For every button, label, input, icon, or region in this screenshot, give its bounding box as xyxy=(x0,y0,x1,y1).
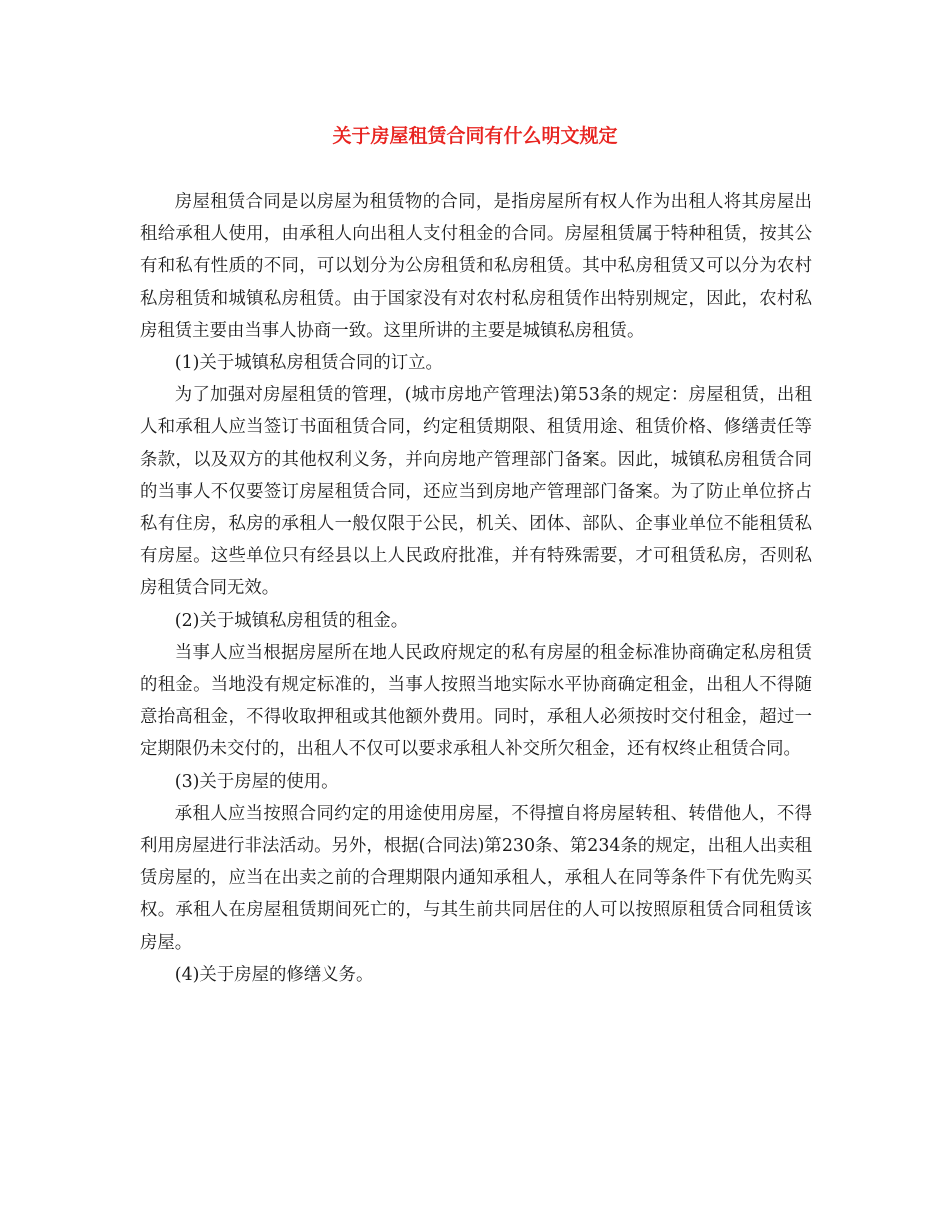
paragraph-section-1: 为了加强对房屋租赁的管理，(城市房地产管理法)第53条的规定：房屋租赁，出租人和承租人应当签订书面租赁合同，约定租赁期限、租赁用途、租赁价格、修缮责任等条款，以及双方的其他权利义务，并向房地产管理部门备案。因此，城镇私房租赁合同的当事人不仅要签订房屋租赁合同，还应当到房地产管理部门备案。为了防止单位挤占私有住房，私房的承租人一般仅限于公民，机关、团体、部队、企事业单位不能租赁私有房屋。这些单位只有经县以上人民政府批准，并有特殊需要，才可租赁私房，否则私房租赁合同无效。 xyxy=(140,385,812,599)
paragraph-section-3: 承租人应当按照合同约定的用途使用房屋，不得擅自将房屋转租、转借他人，不得利用房屋进行非法活动。另外，根据(合同法)第230条、第234条的规定，出租人出卖租赁房屋的，应当在出卖之前的合理期限内通知承租人，承租人在同等条件下有优先购买权。承租人在房屋租赁期间死亡的，与其生前共同居住的人可以按照原租赁合同租赁该房屋。 xyxy=(140,803,812,953)
section-heading-3: (3)关于房屋的使用。 xyxy=(174,771,339,792)
section-heading-1: (1)关于城镇私房租赁合同的订立。 xyxy=(174,353,443,374)
section-heading-4: (4)关于房屋的修缮义务。 xyxy=(174,964,374,985)
paragraph-intro: 房屋租赁合同是以房屋为租赁物的合同，是指房屋所有权人作为出租人将其房屋出租给承租人使用，由承租人向出租人支付租金的合同。房屋租赁属于特种租赁，按其公有和私有性质的不同，可以划分为公房租赁和私房租赁。其中私房租赁又可以分为农村私房租赁和城镇私房租赁。由于国家没有对农村私房租赁作出特别规定，因此，农村私房租赁主要由当事人协商一致。这里所讲的主要是城镇私房租赁。 xyxy=(140,192,812,341)
paragraph-section-2: 当事人应当根据房屋所在地人民政府规定的私有房屋的租金标准协商确定私房租赁的租金。当地没有规定标准的，当事人按照当地实际水平协商确定租金，出租人不得随意抬高租金，不得收取押租或其他额外费用。同时，承租人必须按时交付租金，超过一定期限仍未交付的，出租人不仅可以要求承租人补交所欠租金，还有权终止租赁合同。 xyxy=(140,642,812,760)
document-title: 关于房屋租赁合同有什么明文规定 xyxy=(332,125,618,147)
document-body xyxy=(140,186,812,991)
section-heading-2: (2)关于城镇私房租赁的租金。 xyxy=(174,610,409,631)
